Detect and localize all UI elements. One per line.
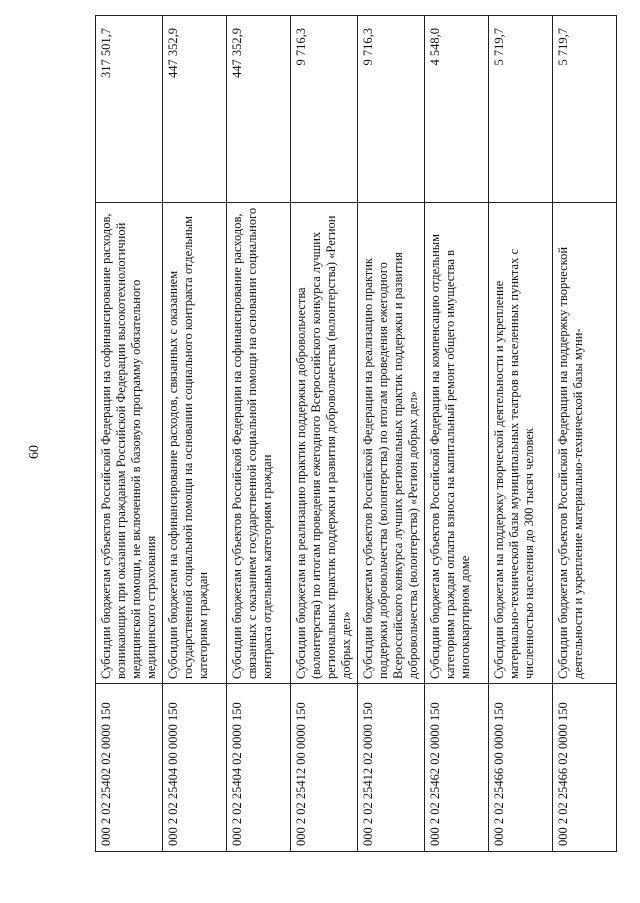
description-cell: Субсидии бюджетам на поддержку творческой деятельности и укрепление материально-технической базы муниципальных театров в населенных пунктах с численностью населения до 300 тысяч человек [489,203,553,684]
budget-code-cell: 000 2 02 25412 02 0000 150 [358,684,425,852]
table-row [163,16,227,852]
description-cell: Субсидии бюджетам субъектов Российской Федерации на софинансирование расходов, связанных с оказанием государственной социальной помощи на основании социального контракта отдельным категориям граждан [227,203,291,684]
budget-code-cell: 000 2 02 25404 02 0000 150 [227,684,291,852]
budget-code-cell: 000 2 02 25462 02 0000 150 [425,684,489,852]
table-row [96,16,163,852]
description-cell: Субсидии бюджетам субъектов Российской Федерации на компенсацию отдельным категориям граждан оплаты взноса на капитальный ремонт общего имущества в многоквартирном доме [425,203,489,684]
budget-code-cell: 000 2 02 25466 00 0000 150 [489,684,553,852]
table-row [489,16,553,852]
budget-table-body [96,16,617,852]
amount-cell: 317 501,7 [96,16,163,203]
amount-cell: 5 719,7 [489,16,553,203]
description-cell: Субсидии бюджетам субъектов Российской Федерации на софинансирование расходов, возникающих при оказании гражданам Российской Федерации высокотехнологичной медицинской помощи, не включенной в базовую программу обязательного медицинского страхования [96,203,163,684]
table-row [358,16,425,852]
amount-cell: 9 716,3 [291,16,358,203]
amount-cell: 447 352,9 [227,16,291,203]
table-row [291,16,358,852]
description-cell: Субсидии бюджетам субъектов Российской Федерации на реализацию практик поддержки добровольчества (волонтерства) по итогам проведения ежегодного Всероссийского конкурса лучших региональных практик поддержки и развития добровольчества (волонтерства) «Регион добрых дел» [358,203,425,684]
budget-code-cell: 000 2 02 25412 00 0000 150 [291,684,358,852]
budget-code-cell: 000 2 02 25466 02 0000 150 [553,684,617,852]
amount-cell: 5 719,7 [553,16,617,203]
budget-table [95,15,617,852]
table-row [227,16,291,852]
description-cell: Субсидии бюджетам на реализацию практик поддержки добровольчества (волонтерства) по итогам проведения ежегодного Всероссийского конкурса лучших региональных практик поддержки и развития добровольчества (волонтерства) «Регион добрых дел» [291,203,358,684]
table-row [425,16,489,852]
amount-cell: 4 548,0 [425,16,489,203]
amount-cell: 447 352,9 [163,16,227,203]
page-number: 60 [27,445,42,459]
description-cell: Субсидии бюджетам на софинансирование расходов, связанных с оказанием государственной социальной помощи на основании социального контракта отдельным категориям граждан [163,203,227,684]
budget-code-cell: 000 2 02 25402 02 0000 150 [96,684,163,852]
rotated-table-wrapper [95,28,585,852]
description-cell: Субсидии бюджетам субъектов Российской Федерации на поддержку творческой деятельности и укрепление материально-технической базы муни- [553,203,617,684]
table-row [553,16,617,852]
amount-cell: 9 716,3 [358,16,425,203]
budget-code-cell: 000 2 02 25404 00 0000 150 [163,684,227,852]
